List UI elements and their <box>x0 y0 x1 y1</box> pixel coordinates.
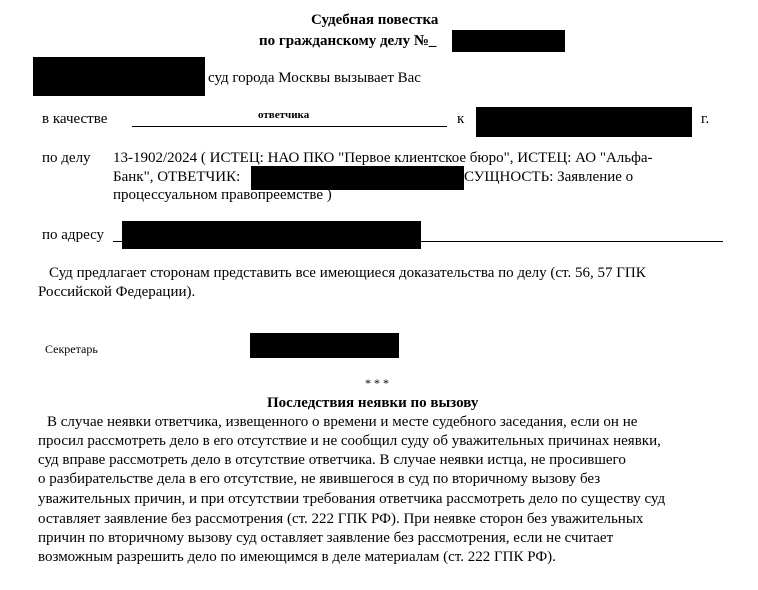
section-separator: * * * <box>365 376 389 390</box>
year-suffix: г. <box>701 111 710 127</box>
case-label: по делу <box>42 150 91 166</box>
consequences-line: просил рассмотреть дело в его отсутствие и не сообщил суду об уважительных причинах неявки, <box>38 433 661 449</box>
evidence-text-line2: Российской Федерации). <box>38 284 196 300</box>
consequences-line: В случае неявки ответчика, извещенного о времени и месте судебного заседания, если он не <box>47 414 638 430</box>
capacity-underline <box>132 126 447 127</box>
consequences-line: возможным разрешить дело по имеющимся в деле материалам (ст. 222 ГПК РФ). <box>38 549 556 565</box>
evidence-text-line1: Суд предлагает сторонам представить все имеющиеся доказательства по делу (ст. 56, 57 ГПК <box>49 265 646 281</box>
redacted-hearing-datetime <box>476 107 692 137</box>
case-number-underscore: _ <box>428 33 437 49</box>
capacity-label: в качестве <box>42 111 108 127</box>
document-subtitle <box>259 33 436 50</box>
secretary-label: Секретарь <box>45 342 98 356</box>
address-label: по адресу <box>42 227 105 243</box>
court-summons-text: суд города Москвы вызывает Вас <box>208 70 421 86</box>
case-details-line1: 13-1902/2024 ( ИСТЕЦ: НАО ПКО "Первое клиентское бюро", ИСТЕЦ: АО "Альфа- <box>113 150 653 166</box>
redacted-court-name <box>33 57 205 96</box>
redacted-secretary-name <box>250 333 399 358</box>
document-title: Судебная повестка <box>311 12 439 28</box>
consequences-heading: Последствия неявки по вызову <box>267 395 479 411</box>
case-details-line2b: СУЩНОСТЬ: Заявление о <box>464 169 634 185</box>
consequences-line: уважительных причин, и при отсутствии требования ответчика рассмотреть дело по существу суд <box>38 491 666 507</box>
consequences-line: о разбирательстве дела в его отсутствие, не явившегося в суд по вторичному вызову без <box>38 471 601 487</box>
consequences-line: оставляет заявление без рассмотрения (ст. 222 ГПК РФ). При неявке сторон без уважительных <box>38 511 644 527</box>
datetime-to-label: к <box>457 111 465 127</box>
consequences-line: причин по вторичному вызову суд оставляет заявление без рассмотрения, если не считает <box>38 530 614 546</box>
consequences-line: суд вправе рассмотреть дело в отсутствие ответчика. В случае неявки истца, не просившего <box>38 452 626 468</box>
redacted-address <box>122 221 421 249</box>
capacity-value: ответчика <box>258 109 310 121</box>
case-details-line2a: Банк", ОТВЕТЧИК: <box>113 169 241 185</box>
redacted-case-number <box>452 30 565 52</box>
case-number-label: по гражданскому делу № <box>259 33 429 49</box>
case-details-line3: процессуальном правопреемстве ) <box>113 187 332 203</box>
